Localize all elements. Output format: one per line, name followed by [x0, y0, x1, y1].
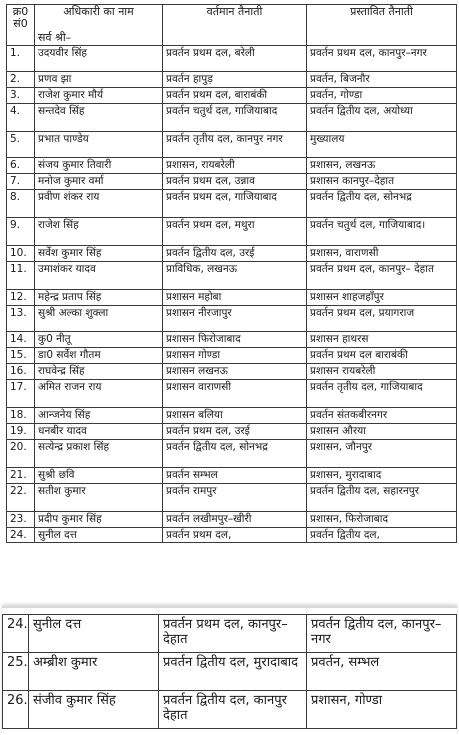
cell-officer-name: उदयवीर सिंह — [35, 46, 163, 72]
cell-current-posting: प्रवर्तन प्रथम दल, बाराबंकी — [163, 88, 307, 104]
table-row — [7, 484, 457, 512]
transfer-table — [6, 4, 457, 543]
cell-serial-no: 25. — [3, 653, 29, 691]
cell-serial-no: 18. — [7, 408, 35, 424]
cell-proposed-posting: मुख्यालय — [307, 132, 457, 158]
cell-officer-name: सुश्री छवि — [35, 468, 163, 484]
cell-current-posting: प्रवर्तन द्वितीय दल, कानपुर देहात — [159, 691, 307, 729]
cell-officer-name: अम्ब्रीश कुमार — [29, 653, 159, 691]
cell-officer-name: सुश्री अल्का शुक्ला — [35, 306, 163, 332]
cell-officer-name: सतीश कुमार — [35, 484, 163, 512]
cell-proposed-posting: प्रवर्तन प्रथम दल बाराबंकी — [307, 348, 457, 364]
table-row — [7, 424, 457, 440]
table-body — [7, 46, 457, 543]
table-row — [7, 104, 457, 132]
cell-proposed-posting: प्रशासन, लखनऊ — [307, 158, 457, 174]
cell-officer-name: सर्वेश कुमार सिंह — [35, 246, 163, 262]
header-serial-no: क्र0 सं0 — [7, 5, 35, 46]
cell-officer-name: सन्तदेव सिंह — [35, 104, 163, 132]
cell-current-posting: प्रशासन नीरजापुर — [163, 306, 307, 332]
cell-proposed-posting: प्रवर्तन द्वितीय दल, कानपुर–नगर — [307, 615, 457, 653]
cell-officer-name: संजीव कुमार सिंह — [29, 691, 159, 729]
table-row — [7, 246, 457, 262]
cell-officer-name: संजय कुमार तिवारी — [35, 158, 163, 174]
overlay-table — [2, 614, 457, 729]
table-row — [7, 440, 457, 468]
table-row — [7, 72, 457, 88]
cell-officer-name: प्रभात पाण्डेय — [35, 132, 163, 158]
cell-current-posting: प्रवर्तन प्रथम दल, मथुरा — [163, 218, 307, 246]
cell-current-posting: प्रवर्तन द्वितीय दल, मुरादाबाद — [159, 653, 307, 691]
cell-proposed-posting: प्रशासन रायबरेली — [307, 364, 457, 380]
table-row — [7, 190, 457, 218]
cell-proposed-posting: प्रवर्तन प्रथम दल, कानपुर– देहात — [307, 262, 457, 290]
cell-serial-no: 9. — [7, 218, 35, 246]
cell-officer-name: सुनील दत्त — [35, 528, 163, 543]
cell-serial-no: 13. — [7, 306, 35, 332]
table-row — [7, 408, 457, 424]
cell-officer-name: उमाशंकर यादव — [35, 262, 163, 290]
table-row — [7, 332, 457, 348]
cell-proposed-posting: प्रवर्तन, सम्भल — [307, 653, 457, 691]
cell-officer-name: प्रवीण शंकर राय — [35, 190, 163, 218]
cell-proposed-posting: प्रवर्तन चतुर्थ दल, गाजियाबाद। — [307, 218, 457, 246]
cell-current-posting: प्रवर्तन प्रथम दल, कानपुर– देहात — [159, 615, 307, 653]
cell-serial-no: 6. — [7, 158, 35, 174]
cell-current-posting: प्रवर्तन प्रथम दल, — [163, 528, 307, 543]
cell-officer-name: कु0 नीतू — [35, 332, 163, 348]
cell-current-posting: प्रशासन गोण्डा — [163, 348, 307, 364]
cell-proposed-posting: प्रवर्तन द्वितीय दल, — [307, 528, 457, 543]
cell-current-posting: प्रवर्तन द्वितीय दल, सोनभद्र — [163, 440, 307, 468]
cell-proposed-posting: प्रवर्तन संतकबीरनगर — [307, 408, 457, 424]
cell-serial-no: 15. — [7, 348, 35, 364]
cell-officer-name: प्रणव झा — [35, 72, 163, 88]
cell-current-posting: प्रवर्तन प्रथम दल, बरेली — [163, 46, 307, 72]
cell-current-posting: प्रवर्तन लखीमपुर–खीरी — [163, 512, 307, 528]
table-row — [7, 512, 457, 528]
cell-current-posting: प्रवर्तन रामपुर — [163, 484, 307, 512]
cell-serial-no: 2. — [7, 72, 35, 88]
cell-officer-name: अमित राजन राय — [35, 380, 163, 408]
cell-officer-name: डा0 सर्वेश गौतम — [35, 348, 163, 364]
cell-current-posting: प्रवर्तन प्रथम दल, उरई — [163, 424, 307, 440]
cell-serial-no: 19. — [7, 424, 35, 440]
cell-current-posting: प्रशासन, रायबरेली — [163, 158, 307, 174]
cell-current-posting: प्रशासन महोबा — [163, 290, 307, 306]
table-row — [7, 306, 457, 332]
cell-serial-no: 14. — [7, 332, 35, 348]
cell-serial-no: 1. — [7, 46, 35, 72]
cell-proposed-posting: प्रशासन, मुरादाबाद — [307, 468, 457, 484]
cell-officer-name: राघवेन्द्र सिंह — [35, 364, 163, 380]
cell-serial-no: 11. — [7, 262, 35, 290]
cell-serial-no: 22. — [7, 484, 35, 512]
cell-serial-no: 3. — [7, 88, 35, 104]
cell-proposed-posting: प्रशासन, वाराणसी — [307, 246, 457, 262]
cell-proposed-posting: प्रवर्तन, बिजनौर — [307, 72, 457, 88]
cell-serial-no: 24. — [3, 615, 29, 653]
table-row — [7, 348, 457, 364]
table-row — [3, 691, 457, 729]
cell-current-posting: प्रशासन फिरोजाबाद — [163, 332, 307, 348]
cell-current-posting: प्रवर्तन द्वितीय दल, उरई — [163, 246, 307, 262]
cell-current-posting: प्रवर्तन तृतीय दल, कानपुर नगर — [163, 132, 307, 158]
cell-officer-name: मनोज कुमार वर्मा — [35, 174, 163, 190]
table-row — [7, 174, 457, 190]
table-row — [7, 132, 457, 158]
cell-proposed-posting: प्रवर्तन द्वितीय दल, अयोध्या — [307, 104, 457, 132]
cell-proposed-posting: प्रवर्तन प्रथम दल, कानपुर–नगर — [307, 46, 457, 72]
table-row — [7, 46, 457, 72]
cell-proposed-posting: प्रशासन कानपुर–देहात — [307, 174, 457, 190]
cell-proposed-posting: प्रशासन, जौनपुर — [307, 440, 457, 468]
cell-serial-no: 5. — [7, 132, 35, 158]
cell-serial-no: 12. — [7, 290, 35, 306]
table-row — [3, 615, 457, 653]
table-row — [7, 158, 457, 174]
header-proposed-posting: प्रस्तावित तैनाती — [307, 5, 457, 46]
cell-officer-name: आन्जनेय सिंह — [35, 408, 163, 424]
cell-serial-no: 20. — [7, 440, 35, 468]
cell-serial-no: 17. — [7, 380, 35, 408]
table-header-row — [7, 5, 457, 46]
cell-serial-no: 8. — [7, 190, 35, 218]
cell-proposed-posting: प्रशासन, फिरोजाबाद — [307, 512, 457, 528]
header-officer-name-label: अधिकारी का नाम — [63, 5, 134, 18]
cell-serial-no: 10. — [7, 246, 35, 262]
cell-proposed-posting: प्रवर्तन, गोण्डा — [307, 88, 457, 104]
zoomed-overlay-strip — [2, 606, 457, 735]
cell-serial-no: 21. — [7, 468, 35, 484]
table-row — [7, 218, 457, 246]
cell-officer-name: सुनील दत्त — [29, 615, 159, 653]
cell-current-posting: प्रशासन वाराणसी — [163, 380, 307, 408]
table-row — [7, 262, 457, 290]
cell-officer-name: राजेश सिंह — [35, 218, 163, 246]
cell-serial-no: 7. — [7, 174, 35, 190]
cell-proposed-posting: प्रवर्तन द्वितीय दल, सहारनपुर — [307, 484, 457, 512]
cell-current-posting: प्रवर्तन प्रथम दल, गाजियाबाद — [163, 190, 307, 218]
cell-serial-no: 23. — [7, 512, 35, 528]
table-row — [7, 88, 457, 104]
cell-officer-name: महेन्द्र प्रताप सिंह — [35, 290, 163, 306]
cell-serial-no: 4. — [7, 104, 35, 132]
table-row — [7, 364, 457, 380]
cell-proposed-posting: प्रवर्तन द्वितीय दल, सोनभद्र — [307, 190, 457, 218]
cell-officer-name: सत्येन्द्र प्रकाश सिंह — [35, 440, 163, 468]
overlay-table-body — [3, 615, 457, 729]
cell-proposed-posting: प्रशासन औरया — [307, 424, 457, 440]
cell-officer-name: धनबीर यादव — [35, 424, 163, 440]
table-row — [7, 528, 457, 543]
cell-current-posting: प्रशासन बलिया — [163, 408, 307, 424]
table-row — [3, 653, 457, 691]
cell-serial-no: 24. — [7, 528, 35, 543]
cell-proposed-posting: प्रवर्तन प्रथम दल, प्रयागराज — [307, 306, 457, 332]
cell-officer-name: प्रदीप कुमार सिंह — [35, 512, 163, 528]
cell-proposed-posting: प्रवर्तन तृतीय दल, गाजियाबाद — [307, 380, 457, 408]
cell-proposed-posting: प्रशासन हाथरस — [307, 332, 457, 348]
group-label: सर्व श्री– — [38, 31, 72, 44]
cell-current-posting: प्रवर्तन हापुड़ — [163, 72, 307, 88]
cell-current-posting: प्रशासन लखनऊ — [163, 364, 307, 380]
header-current-posting: वर्तमान तैनाती — [163, 5, 307, 46]
table-row — [7, 290, 457, 306]
cell-proposed-posting: प्रशासन शाहजहाँपुर — [307, 290, 457, 306]
cell-officer-name: राजेश कुमार मौर्य — [35, 88, 163, 104]
cell-current-posting: प्रवर्तन चतुर्थ दल, गाजियाबाद — [163, 104, 307, 132]
cell-current-posting: प्रवर्तन सम्भल — [163, 468, 307, 484]
cell-serial-no: 16. — [7, 364, 35, 380]
table-row — [7, 468, 457, 484]
cell-current-posting: प्राविधिक, लखनऊ — [163, 262, 307, 290]
cell-current-posting: प्रवर्तन प्रथम दल, उन्नाव — [163, 174, 307, 190]
cell-serial-no: 26. — [3, 691, 29, 729]
header-officer-name — [35, 5, 163, 46]
table-row — [7, 380, 457, 408]
cell-proposed-posting: प्रशासन, गोण्डा — [307, 691, 457, 729]
